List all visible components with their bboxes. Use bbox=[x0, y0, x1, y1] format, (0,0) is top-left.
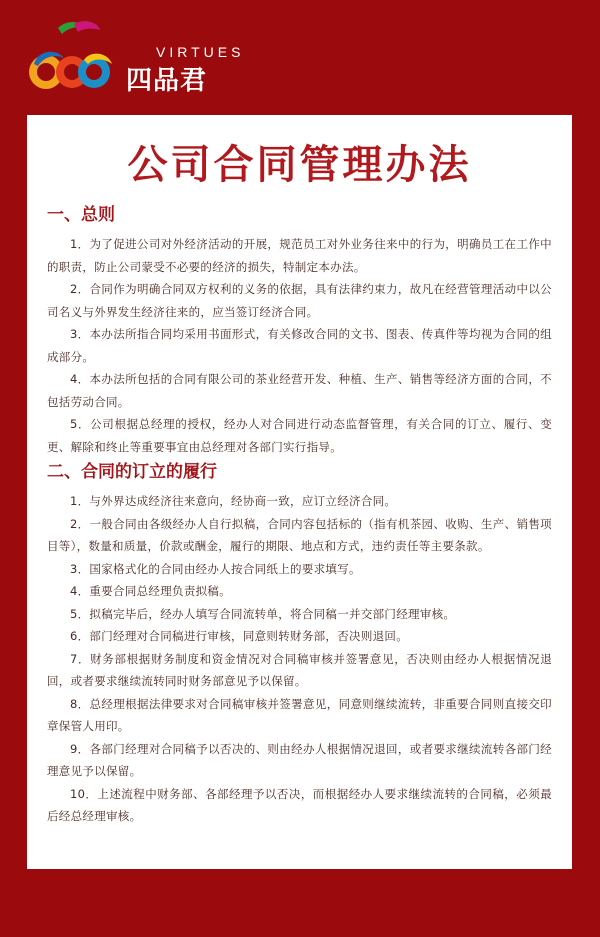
document-panel bbox=[27, 115, 572, 869]
brand-english: VIRTUES bbox=[156, 44, 245, 60]
section-heading-contract: 二、合同的订立的履行 bbox=[47, 462, 217, 482]
paragraph: 1．与外界达成经济往来意向，经协商一致，应订立经济合同。 bbox=[70, 494, 397, 508]
paragraph: 2．合同作为明确合同双方权利的义务的依据，具有法律约束力，故凡在经营管理活动中以公司名义与外界发生经济往来的，应当签订经济合同。 bbox=[47, 282, 552, 319]
brand-logo bbox=[28, 20, 245, 100]
paragraph: 8．总经理根据法律要求对合同稿审核并签署意见，同意则继续流转，非重要合同则直接交印章保管人用印。 bbox=[47, 696, 552, 733]
paragraph: 5．拟稿完毕后，经办人填写合同流转单，将合同稿一并交部门经理审核。 bbox=[70, 606, 456, 621]
paragraph: 4．重要合同总经理负责拟稿。 bbox=[70, 584, 232, 598]
bottom-band bbox=[0, 869, 600, 937]
page-title: 公司合同管理办法 bbox=[127, 142, 472, 188]
paragraph: 6．部门经理对合同稿进行审核，同意则转财务部，否决则退回。 bbox=[70, 629, 409, 643]
paragraph: 4．本办法所包括的合同有限公司的茶业经营开发、种植、生产、销售等经济方面的合同，不包括劳动合同。 bbox=[47, 372, 552, 409]
paragraph: 2．一般合同由各级经办人自行拟稿，合同内容包括标的（指有机茶园、收购、生产、销售项目等），数量和质量，价款或酬金，履行的期限、地点和方式，违约责任等主要条款。 bbox=[47, 516, 552, 553]
paragraph: 3．国家格式化的合同由经办人按合同纸上的要求填写。 bbox=[70, 561, 361, 576]
section-heading-general: 一、总则 bbox=[47, 205, 115, 225]
brand-chinese: 四品君 bbox=[126, 66, 208, 96]
paragraph: 1．为了促进公司对外经济活动的开展，规范员工对外业务往来中的行为，明确员工在工作中的职责，防止公司蒙受不必要的经济的损失，特制定本办法。 bbox=[47, 237, 552, 274]
paragraph: 10．上述流程中财务部、各部经理予以否决，而根据经办人要求继续流转的合同稿，必须最后经总经理审核。 bbox=[47, 786, 552, 823]
paragraph: 3．本办法所指合同均采用书面形式，有关修改合同的文书、图表、传真件等均视为合同的组成部分。 bbox=[47, 327, 552, 364]
document-content bbox=[47, 203, 552, 828]
paragraph: 9．各部门经理对合同稿予以否决的、则由经办人根据情况退回，或者要求继续流转各部门经理意见予以保留。 bbox=[47, 741, 552, 778]
paragraph: 7．财务部根据财务制度和资金情况对合同稿审核并签署意见，否决则由经办人根据情况退回，或者要求继续流转同时财务部意见予以保留。 bbox=[47, 651, 552, 688]
brand-mark-icon bbox=[28, 20, 128, 100]
paragraph: 5．公司根据总经理的授权，经办人对合同进行动态监督管理，有关合同的订立、履行、变更、解除和终止等重要事宜由总经理对各部门实行指导。 bbox=[47, 417, 552, 454]
